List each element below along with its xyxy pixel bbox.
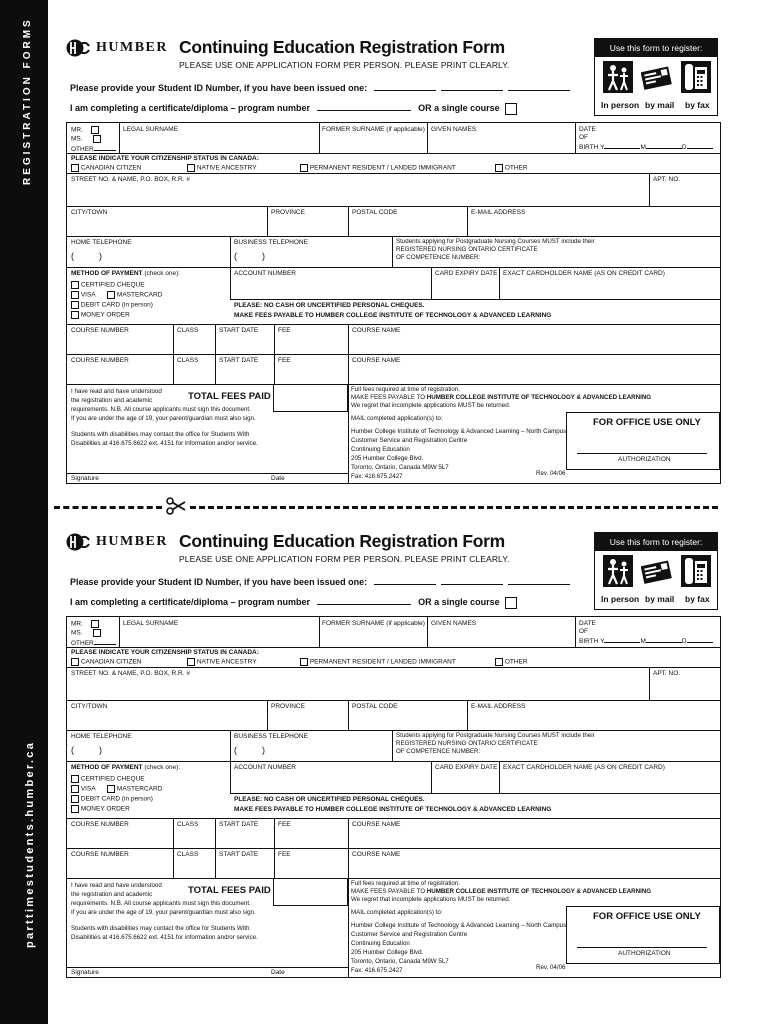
visa-label: VISA — [80, 291, 96, 299]
fees-info-line-3: We regret that incomplete applications MUST be returned. — [351, 896, 511, 903]
certificate-label: I am completing a certificate/diploma – program number — [70, 597, 311, 607]
payment-option-debit — [71, 795, 153, 804]
given-names-label: GIVEN NAMES — [431, 620, 477, 627]
citizenship-title: PLEASE INDICATE YOUR CITIZENSHIP STATUS IN CANADA: — [71, 649, 259, 656]
nursing-note-1: Students applying for Postgraduate Nursing Courses MUST include their — [396, 238, 595, 245]
student-id-field-2[interactable] — [441, 82, 503, 91]
title-other-field[interactable] — [94, 144, 116, 151]
province-label: PROVINCE — [271, 209, 305, 216]
title-mr-label: MR. — [71, 620, 83, 628]
dob-label-2: OF — [579, 134, 589, 141]
certified-cheque-checkbox[interactable] — [71, 281, 79, 289]
nursing-note-2: REGISTERED NURSING ONTARIO CERTIFICATE — [396, 246, 538, 253]
money-order-checkbox[interactable] — [71, 311, 79, 319]
apt-label: APT. NO. — [653, 670, 681, 677]
agreement-line-1: I have read and have understood — [71, 388, 162, 395]
dob-label-1: DATE — [579, 126, 596, 133]
account-number-label: ACCOUNT NUMBER — [234, 270, 296, 277]
nursing-note-3: OF COMPETENCE NUMBER: — [396, 748, 481, 755]
agreement-line-1: I have read and have understood — [71, 882, 162, 889]
course-class-label: CLASS — [177, 327, 199, 334]
province-label: PROVINCE — [271, 703, 305, 710]
fees-payable-prefix: MAKE FEES PAYABLE TO — [351, 394, 427, 401]
student-id-field-2[interactable] — [441, 576, 503, 585]
citizenship-option-pr — [300, 164, 456, 173]
agreement-line-5: Students with disabilities may contact the office for Students With — [71, 431, 250, 438]
dob-label-2: OF — [579, 628, 589, 635]
registration-form-1 — [66, 36, 721, 516]
sidebar-title: REGISTRATION FORMS — [22, 17, 33, 185]
in-person-label: In person — [601, 594, 640, 604]
course-number-label: COURSE NUMBER — [71, 327, 129, 334]
payment-option-certified — [71, 775, 145, 784]
course-name-label: COURSE NAME — [352, 851, 401, 858]
dob-year-field[interactable] — [604, 142, 640, 149]
student-id-label: Please provide your Student ID Number, if you have been issued one: — [70, 83, 368, 93]
total-fees-field[interactable] — [273, 384, 348, 412]
dob-row — [579, 142, 713, 152]
payable-notice: MAKE FEES PAYABLE TO HUMBER COLLEGE INSTITUTE OF TECHNOLOGY & ADVANCED LEARNING — [234, 806, 552, 813]
signature-label: Signature — [71, 475, 99, 482]
logo-text: HUMBER — [96, 534, 168, 549]
mail-address-4: 205 Humber College Blvd. — [351, 455, 424, 462]
title-other-field[interactable] — [94, 638, 116, 645]
mail-address-1: Humber College Institute of Technology & Advanced Learning – North Campus — [351, 428, 567, 435]
title-mr-label: MR. — [71, 126, 83, 134]
mail-address-5: Toronto, Ontario, Canada M9W 5L7 — [351, 464, 449, 471]
mail-icon — [641, 555, 673, 587]
account-number-label: ACCOUNT NUMBER — [234, 764, 296, 771]
course-number-label: COURSE NUMBER — [71, 851, 129, 858]
form-subtitle: PLEASE USE ONE APPLICATION FORM PER PERSON. PLEASE PRINT CLEARLY. — [179, 554, 510, 564]
business-phone-field[interactable]: ( ) — [234, 745, 265, 755]
course-start-label: START DATE — [219, 821, 259, 828]
date-label: Date — [271, 969, 285, 976]
business-phone-label: BUSINESS TELEPHONE — [234, 733, 308, 740]
citizenship-title: PLEASE INDICATE YOUR CITIZENSHIP STATUS IN CANADA: — [71, 155, 259, 162]
payment-option-money-order — [71, 805, 130, 814]
title-other-label: OTHER — [71, 146, 94, 153]
agreement-line-6: Disabilities at 416.675.6622 ext. 4151 for information and/or service. — [71, 934, 258, 941]
total-fees-label: TOTAL FEES PAID — [188, 391, 271, 402]
permanent-resident-checkbox[interactable] — [300, 164, 308, 172]
register-methods-box — [594, 532, 718, 610]
mastercard-checkbox[interactable] — [107, 291, 115, 299]
total-fees-field[interactable] — [273, 878, 348, 906]
mail-address-1: Humber College Institute of Technology & Advanced Learning – North Campus — [351, 922, 567, 929]
home-phone-label: HOME TELEPHONE — [71, 239, 132, 246]
mail-address-5: Toronto, Ontario, Canada M9W 5L7 — [351, 958, 449, 965]
register-methods-box — [594, 38, 718, 116]
fees-payable-institution: HUMBER COLLEGE INSTITUTE OF TECHNOLOGY & ADVANCED LEARNING — [426, 888, 652, 895]
native-ancestry-label: NATIVE ANCESTRY — [196, 658, 257, 666]
by-fax-label: by fax — [685, 594, 710, 604]
registration-form-2 — [66, 530, 721, 1010]
money-order-label: MONEY ORDER — [80, 311, 130, 319]
fax-number: Fax: 416.675.2427 — [351, 473, 403, 480]
student-id-field-1[interactable] — [374, 82, 436, 91]
total-fees-label: TOTAL FEES PAID — [188, 885, 271, 896]
payment-title-row — [71, 764, 180, 772]
scissors-icon — [166, 497, 186, 515]
student-id-label: Please provide your Student ID Number, if you have been issued one: — [70, 577, 368, 587]
fax-icon — [681, 555, 711, 587]
humber-logo-mark-icon — [66, 532, 90, 552]
former-surname-label: FORMER SURNAME (if applicable) — [322, 620, 425, 627]
title-other-label: OTHER — [71, 640, 94, 647]
fees-info-line-1: Full fees required at time of registration. — [351, 386, 461, 393]
dob-day-label: D — [681, 144, 687, 151]
payment-option-cards — [71, 291, 162, 300]
by-fax-label: by fax — [685, 100, 710, 110]
authorization-label: AUTHORIZATION — [618, 456, 671, 463]
citizenship-option-canadian — [71, 164, 141, 173]
nursing-note-1: Students applying for Postgraduate Nursing Courses MUST include their — [396, 732, 595, 739]
canadian-citizen-checkbox[interactable] — [71, 164, 79, 172]
mail-address-2: Customer Service and Registration Centre — [351, 437, 468, 444]
permanent-resident-label: PERMANENT RESIDENT / LANDED IMMIGRANT — [309, 658, 456, 666]
payment-option-debit — [71, 301, 153, 310]
no-cash-notice: PLEASE: NO CASH OR UNCERTIFIED PERSONAL CHEQUES. — [234, 796, 425, 803]
form-title: Continuing Education Registration Form — [179, 37, 505, 57]
dob-day-label: D — [681, 638, 687, 645]
dob-day-field[interactable] — [687, 636, 713, 643]
debit-card-label: DEBIT CARD (in person) — [80, 301, 153, 309]
program-number-field[interactable] — [317, 102, 411, 111]
cardholder-name-label: EXACT CARDHOLDER NAME (AS ON CREDIT CARD) — [503, 270, 665, 277]
fees-info-line-4: MAIL completed application(s) to: — [351, 909, 443, 916]
visa-checkbox[interactable] — [71, 785, 79, 793]
payment-title-row — [71, 270, 180, 278]
certificate-row — [70, 102, 517, 115]
home-phone-field[interactable]: ( ) — [71, 251, 102, 261]
payment-check-one: (check one): — [144, 764, 181, 771]
title-ms-checkbox[interactable] — [93, 629, 101, 637]
fax-icon — [681, 61, 711, 93]
agreement-line-3: requirements. N.B. All course applicants must sign this document. — [71, 900, 251, 907]
fees-info-line-3: We regret that incomplete applications MUST be returned. — [351, 402, 511, 409]
permanent-resident-label: PERMANENT RESIDENT / LANDED IMMIGRANT — [309, 164, 456, 172]
home-phone-label: HOME TELEPHONE — [71, 733, 132, 740]
in-person-icon — [603, 555, 633, 587]
in-person-label: In person — [601, 100, 640, 110]
revision-number: Rev. 04/06 — [536, 964, 566, 971]
home-phone-field[interactable]: ( ) — [71, 745, 102, 755]
payment-check-one: (check one): — [144, 270, 181, 277]
course-class-label: CLASS — [177, 821, 199, 828]
course-name-label: COURSE NAME — [352, 357, 401, 364]
agreement-line-3: requirements. N.B. All course applicants must sign this document. — [71, 406, 251, 413]
cut-line — [48, 500, 718, 514]
certificate-row — [70, 596, 517, 609]
citizenship-option-native — [187, 164, 257, 173]
business-phone-field[interactable]: ( ) — [234, 251, 265, 261]
student-id-field-3[interactable] — [508, 82, 570, 91]
office-use-title: FOR OFFICE USE ONLY — [593, 911, 701, 922]
mastercard-label: MASTERCARD — [116, 785, 163, 793]
course-fee-label: FEE — [278, 851, 291, 858]
date-label: Date — [271, 475, 285, 482]
form-subtitle: PLEASE USE ONE APPLICATION FORM PER PERSON. PLEASE PRINT CLEARLY. — [179, 60, 510, 70]
registration-grid — [66, 122, 721, 484]
authorization-label: AUTHORIZATION — [618, 950, 671, 957]
no-cash-notice: PLEASE: NO CASH OR UNCERTIFIED PERSONAL CHEQUES. — [234, 302, 425, 309]
payment-option-money-order — [71, 311, 130, 320]
in-person-icon — [603, 61, 633, 93]
citizenship-option-canadian — [71, 658, 141, 667]
fees-info-line-1: Full fees required at time of registration. — [351, 880, 461, 887]
title-ms-checkbox[interactable] — [93, 135, 101, 143]
dob-year-label: Y — [600, 638, 605, 645]
other-citizenship-checkbox[interactable] — [495, 658, 503, 666]
native-ancestry-checkbox[interactable] — [187, 658, 195, 666]
citizenship-option-other — [495, 164, 528, 173]
course-number-label: COURSE NUMBER — [71, 821, 129, 828]
cut-line-left — [54, 506, 162, 509]
dob-month-label: M — [640, 638, 646, 645]
debit-card-checkbox[interactable] — [71, 795, 79, 803]
signature-label: Signature — [71, 969, 99, 976]
dob-label-3: BIRTH — [579, 638, 599, 645]
fees-payable-prefix: MAKE FEES PAYABLE TO — [351, 888, 427, 895]
email-label: E-MAIL ADDRESS — [471, 209, 526, 216]
course-fee-label: FEE — [278, 327, 291, 334]
course-fee-label: FEE — [278, 357, 291, 364]
citizenship-option-pr — [300, 658, 456, 667]
student-id-field-3[interactable] — [508, 576, 570, 585]
nursing-note-3: OF COMPETENCE NUMBER: — [396, 254, 481, 261]
title-other-row — [71, 144, 116, 154]
certified-cheque-checkbox[interactable] — [71, 775, 79, 783]
dob-month-label: M — [640, 144, 646, 151]
title-other-row — [71, 638, 116, 648]
form-title: Continuing Education Registration Form — [179, 531, 505, 551]
dob-label-3: BIRTH — [579, 144, 599, 151]
cardholder-name-label: EXACT CARDHOLDER NAME (AS ON CREDIT CARD) — [503, 764, 665, 771]
mastercard-checkbox[interactable] — [107, 785, 115, 793]
title-mr-checkbox[interactable] — [91, 620, 99, 628]
single-course-checkbox[interactable] — [505, 597, 517, 609]
humber-logo — [66, 38, 168, 58]
agreement-line-4: If you are under the age of 19, your parent/guardian must also sign. — [71, 909, 256, 916]
money-order-checkbox[interactable] — [71, 805, 79, 813]
other-citizenship-checkbox[interactable] — [495, 164, 503, 172]
native-ancestry-label: NATIVE ANCESTRY — [196, 164, 257, 172]
mail-address-4: 205 Humber College Blvd. — [351, 949, 424, 956]
humber-logo — [66, 532, 168, 552]
fees-info-line-2 — [351, 888, 651, 896]
mail-address-2: Customer Service and Registration Centre — [351, 931, 468, 938]
fees-info-line-4: MAIL completed application(s) to: — [351, 415, 443, 422]
mail-address-3: Continuing Education — [351, 446, 410, 453]
certified-cheque-label: CERTIFIED CHEQUE — [80, 281, 145, 289]
course-start-label: START DATE — [219, 357, 259, 364]
title-mr-row — [71, 620, 99, 629]
dob-month-field[interactable] — [646, 142, 682, 149]
payment-title: METHOD OF PAYMENT — [71, 270, 143, 277]
title-mr-row — [71, 126, 99, 135]
street-label: STREET NO. & NAME, P.O. BOX, R.R. # — [71, 176, 190, 183]
course-class-label: CLASS — [177, 357, 199, 364]
agreement-line-2: the registration and academic — [71, 397, 153, 404]
dob-day-field[interactable] — [687, 142, 713, 149]
student-id-row — [70, 82, 575, 93]
citizenship-option-native — [187, 658, 257, 667]
permanent-resident-checkbox[interactable] — [300, 658, 308, 666]
money-order-label: MONEY ORDER — [80, 805, 130, 813]
register-methods-title: Use this form to register: — [595, 39, 717, 57]
fees-payable-institution: HUMBER COLLEGE INSTITUTE OF TECHNOLOGY & ADVANCED LEARNING — [426, 394, 652, 401]
citizenship-option-other — [495, 658, 528, 667]
fax-number: Fax: 416.675.2427 — [351, 967, 403, 974]
agreement-line-6: Disabilities at 416.675.6622 ext. 4151 for information and/or service. — [71, 440, 258, 447]
other-citizenship-label: OTHER — [504, 164, 528, 172]
certificate-label: I am completing a certificate/diploma – program number — [70, 103, 311, 113]
former-surname-label: FORMER SURNAME (if applicable) — [322, 126, 425, 133]
other-citizenship-label: OTHER — [504, 658, 528, 666]
street-label: STREET NO. & NAME, P.O. BOX, R.R. # — [71, 670, 190, 677]
cut-line-right — [190, 506, 718, 509]
title-ms-row — [71, 135, 101, 144]
program-number-field[interactable] — [317, 596, 411, 605]
legal-surname-label: LEGAL SURNAME — [123, 620, 179, 627]
visa-checkbox[interactable] — [71, 291, 79, 299]
humber-logo-mark-icon — [66, 38, 90, 58]
course-name-label: COURSE NAME — [352, 327, 401, 334]
mail-address-3: Continuing Education — [351, 940, 410, 947]
by-mail-label: by mail — [645, 594, 675, 604]
business-phone-label: BUSINESS TELEPHONE — [234, 239, 308, 246]
mail-icon — [641, 61, 673, 93]
canadian-citizen-checkbox[interactable] — [71, 658, 79, 666]
registration-grid — [66, 616, 721, 978]
single-course-label: OR a single course — [418, 103, 500, 113]
dob-row — [579, 636, 713, 646]
native-ancestry-checkbox[interactable] — [187, 164, 195, 172]
agreement-line-2: the registration and academic — [71, 891, 153, 898]
course-number-label: COURSE NUMBER — [71, 357, 129, 364]
office-use-box — [566, 412, 720, 470]
student-id-row — [70, 576, 575, 587]
agreement-line-5: Students with disabilities may contact the office for Students With — [71, 925, 250, 932]
city-label: CITY/TOWN — [71, 703, 108, 710]
course-start-label: START DATE — [219, 327, 259, 334]
dob-month-field[interactable] — [646, 636, 682, 643]
office-use-title: FOR OFFICE USE ONLY — [593, 417, 701, 428]
fees-info-line-2 — [351, 394, 651, 402]
revision-number: Rev. 04/06 — [536, 470, 566, 477]
postal-code-label: POSTAL CODE — [352, 703, 398, 710]
sidebar-url: parttimestudents.humber.ca — [24, 740, 36, 948]
card-expiry-label: CARD EXPIRY DATE — [435, 270, 498, 277]
dob-year-label: Y — [600, 144, 605, 151]
canadian-citizen-label: CANADIAN CITIZEN — [80, 164, 142, 172]
logo-text: HUMBER — [96, 40, 168, 55]
by-mail-label: by mail — [645, 100, 675, 110]
sidebar — [0, 0, 48, 1024]
payment-option-cards — [71, 785, 162, 794]
agreement-line-4: If you are under the age of 19, your parent/guardian must also sign. — [71, 415, 256, 422]
certified-cheque-label: CERTIFIED CHEQUE — [80, 775, 145, 783]
apt-label: APT. NO. — [653, 176, 681, 183]
course-class-label: CLASS — [177, 851, 199, 858]
title-ms-label: MS. — [71, 629, 83, 637]
mastercard-label: MASTERCARD — [116, 291, 163, 299]
student-id-field-1[interactable] — [374, 576, 436, 585]
city-label: CITY/TOWN — [71, 209, 108, 216]
course-fee-label: FEE — [278, 821, 291, 828]
debit-card-checkbox[interactable] — [71, 301, 79, 309]
title-ms-label: MS. — [71, 135, 83, 143]
canadian-citizen-label: CANADIAN CITIZEN — [80, 658, 142, 666]
course-name-label: COURSE NAME — [352, 821, 401, 828]
nursing-note-2: REGISTERED NURSING ONTARIO CERTIFICATE — [396, 740, 538, 747]
single-course-checkbox[interactable] — [505, 103, 517, 115]
given-names-label: GIVEN NAMES — [431, 126, 477, 133]
course-start-label: START DATE — [219, 851, 259, 858]
title-mr-checkbox[interactable] — [91, 126, 99, 134]
payment-title: METHOD OF PAYMENT — [71, 764, 143, 771]
postal-code-label: POSTAL CODE — [352, 209, 398, 216]
payment-option-certified — [71, 281, 145, 290]
card-expiry-label: CARD EXPIRY DATE — [435, 764, 498, 771]
debit-card-label: DEBIT CARD (in person) — [80, 795, 153, 803]
single-course-label: OR a single course — [418, 597, 500, 607]
office-use-box — [566, 906, 720, 964]
dob-label-1: DATE — [579, 620, 596, 627]
visa-label: VISA — [80, 785, 96, 793]
title-ms-row — [71, 629, 101, 638]
dob-year-field[interactable] — [604, 636, 640, 643]
register-methods-title: Use this form to register: — [595, 533, 717, 551]
email-label: E-MAIL ADDRESS — [471, 703, 526, 710]
payable-notice: MAKE FEES PAYABLE TO HUMBER COLLEGE INSTITUTE OF TECHNOLOGY & ADVANCED LEARNING — [234, 312, 552, 319]
legal-surname-label: LEGAL SURNAME — [123, 126, 179, 133]
